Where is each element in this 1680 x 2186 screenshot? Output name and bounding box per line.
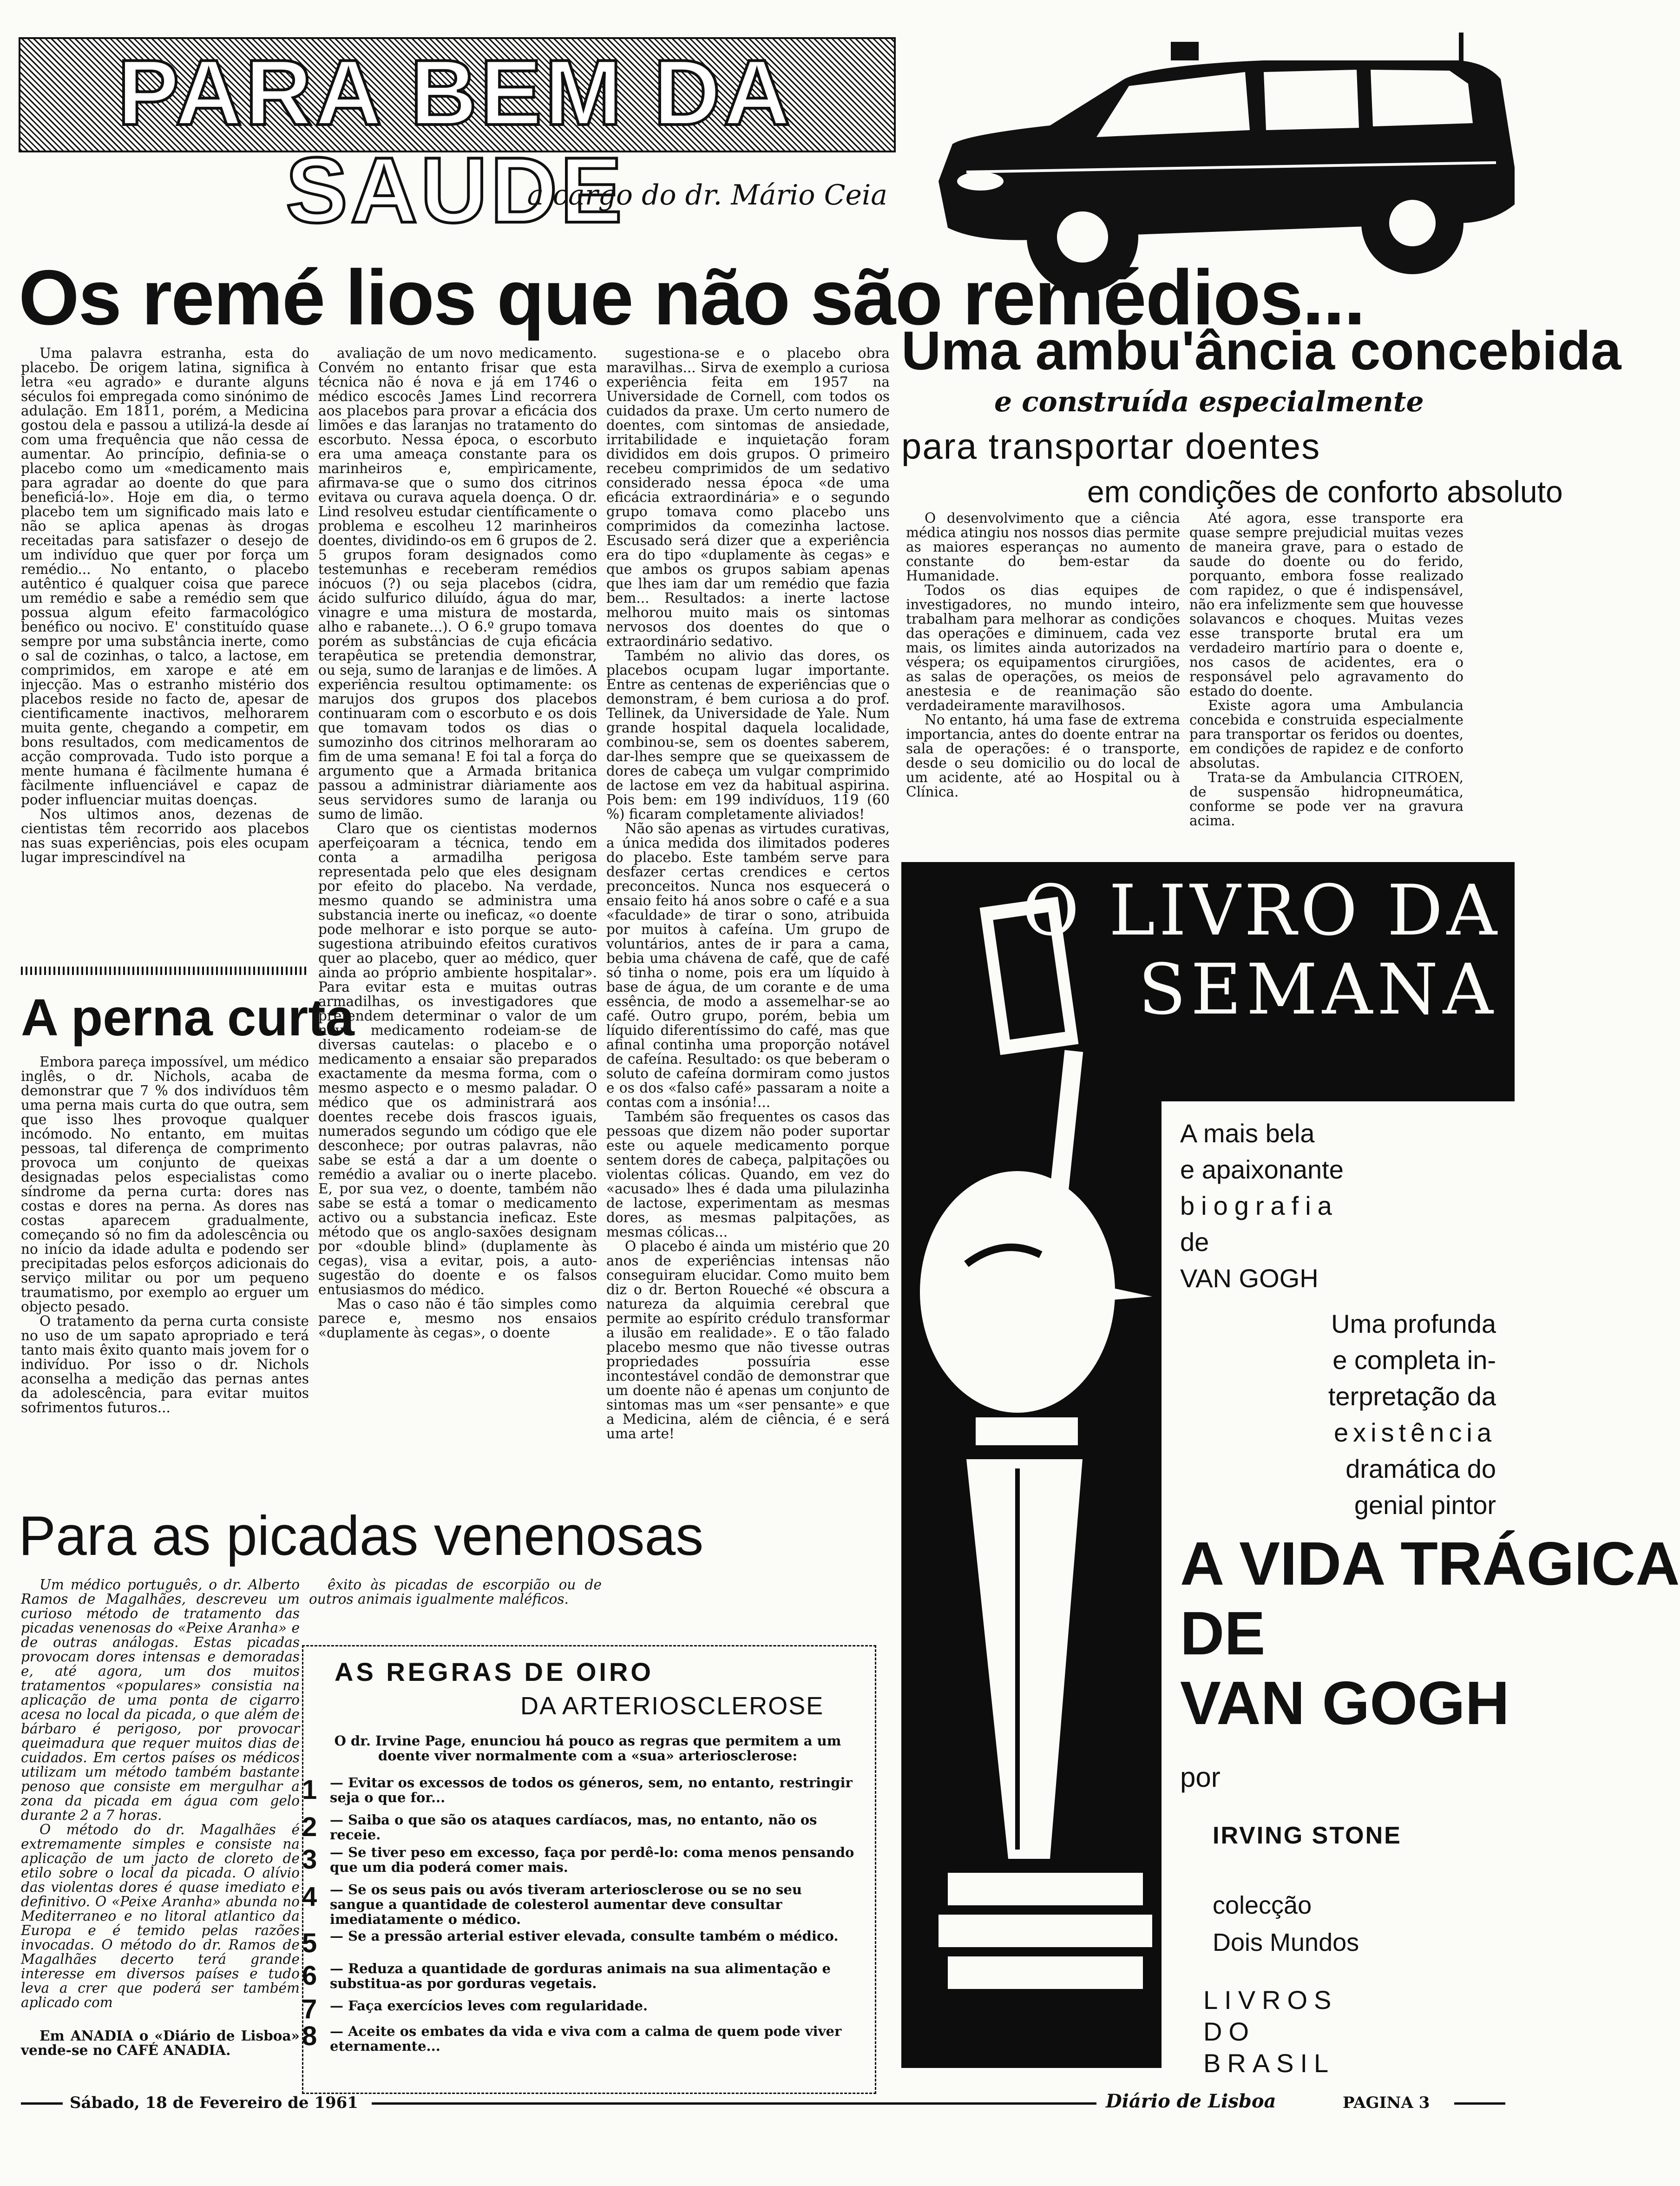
headline-perna-curta: A perna curta [21, 988, 354, 1047]
rule-number: 1 [302, 1775, 317, 1805]
rule-number: 6 [302, 1961, 317, 1991]
footer-page-number: PAGINA 3 [1343, 2094, 1430, 2112]
rule-number: 3 [302, 1844, 317, 1875]
rule-text: — Se tiver peso em excesso, faça por perdê-lo: coma menos pensando que um dia poderá comer mais. [330, 1844, 854, 1875]
book-title: A VIDA TRÁGICA DE VAN GOGH [1180, 1529, 1680, 1737]
rule-number: 7 [302, 1994, 317, 2024]
ambulancia-column-2: Até agora, esse transporte era quase sempre prejudicial muitas vezes de maneira grave, para o estado de saude do doente ou do ferido, porquanto, embora fosse realizado com rapidez, o que é indispensável, não era infelizmente sem que houvesse solavancos e choques. Muitas vezes esse transporte brutal era um verdadeiro martírio para o doente e, nos casos de acidentes, era o responsável pelo agravamento do estado do doente. Existe agora uma Ambulancia concebida e construida especialmente para transportar os feridos ou doentes, em condições de rapidez e de conforto absolutas. Trata-se da Ambulancia CITROEN, de suspensão hidropneumática, conforme se pode ver na gravura acima. [1189, 510, 1463, 829]
perna-curta-body: Embora pareça impossível, um médico inglês, o dr. Nichols, acaba de demonstrar que 7 % dos indivíduos têm uma perna mais curta do que outra, sem que isso lhes provoque qualquer incómodo. No entanto, em muitas pessoas, tal diferença de comprimento provoca um conjunto de queixas designadas pelos especialistas como síndrome da perna curta: dores nas costas e dores na perna. As dores nas costas aparecem gradualmente, começando só no fim da adolescência ou no início da idade adulta e podendo ser precipitadas pelos esforços adicionais do serviço militar ou por um pequeno traumatismo, por exemplo ao erguer um objecto pesado. O tratamento da perna curta consiste no uso de um sapato apropriado e terá tanto mais êxito quanto mais jovem for o indivíduo. Por isso o dr. Nichols aconselha a medição das pernas antes da adolescência, para evitar muitos sofrimentos futuros... [21, 1054, 309, 1416]
ad-title-line-1: O LIVRO DA [1022, 870, 1501, 951]
subheadline-construida: e construída especialmente [994, 386, 1424, 418]
rule-number: 4 [302, 1882, 317, 1912]
rule-text: — Evitar os excessos de todos os géneros, sem, no entanto, restringir seja o que for... [330, 1775, 853, 1805]
publisher: LIVROS DO BRASIL [1203, 1985, 1338, 2078]
picadas-column-2: êxito às picadas de escorpião ou de outros animais igualmente maléficos. [309, 1577, 602, 1607]
footer-rule-right [1454, 2102, 1505, 2105]
remedios-column-2: avaliação de um novo medicamento. Convém no entanto frisar que esta técnica não é nova e já em 1746 o médico escocês James Lind recorrera aos placebos para provar a eficácia dos limões e das laranjas no tratamento do escorbuto. Nessa época, o escorbuto era uma ameaça constante para os marinheiros e, empìricamente, afirmava-se que o sumo dos citrinos evitava ou curava aquela doença. O dr. Lind resolveu estudar científicamente o problema e escolheu 12 marinheiros doentes, dividindo-os em 6 grupos de 2. 5 grupos foram designados como testemunhas e receberam remédios inócuos (?) ou seja placebos (cidra, ácido sulfurico diluído, água do mar, vinagre e uma mistura de mostarda, alho e rabanete...). O 6.º grupo tomava porém as substâncias de cuja eficácia terapêutica se pretendia demonstrar, ou seja, sumo de laranjas e de limões. A experiência resultou optimamente: os marujos dos grupos dos placebos continuaram com o escorbuto e os dois que tomavam todos os dias o sumozinho dos citrinos melhoraram ao fim de uma semana! E foi tal a força do argumento que a Armada britanica passou a administrar diàriamente aos seus servidores sumo de laranja ou sumo de limão. Claro que os cientistas modernos aperfeiçoaram a técnica, tendo em conta a armadilha perigosa representada pelo que eles designam por efeito do placebo. Na verdade, mesmo quando se administra uma substancia inerte ou ineficaz, «o doente pode melhorar e isto porque se auto-sugestiona atribuindo efeitos curativos quer ao placebo, quer ao médico, quer ainda ao próprio ambiente hospitalar». Para evitar esta e muitas outras armadilhas, os investigadores que pretendem determinar o valor de um novo medicamento rodeiam-se de diversas cautelas: o placebo e o medicamento a ensaiar são preparados exactamente da mesma forma, com o mesmo aspecto e o mesmo paladar. O médico que os administrará aos doentes recebe dois frascos iguais, numerados segundo um código que ele desconhece; por outras palavras, não sabe se está a dar a um doente o remédio a avaliar ou o inerte placebo. E, por sua vez, o doente, também não sabe se está a tomar o medicamento activo ou a substancia ineficaz. Este método que os anglo-saxões designam por «double blind» (duplamente às cegas), visa a evitar, pois, a auto-sugestão do doente e os falsos entusiasmos do médico. Mas o caso não é tão simples como parece e, mesmo nos ensaios «duplamente às cegas», o doente [318, 345, 597, 1341]
headline-picadas: Para as picadas venenosas [19, 1505, 704, 1567]
subheadline-conforto: em condições de conforto absoluto [1087, 474, 1563, 509]
headline-ambulancia: Uma ambu'ância concebida [901, 320, 1621, 382]
ad-por: por [1180, 1762, 1221, 1793]
separator [21, 967, 309, 975]
ad-title-line-2: SEMANA [1138, 949, 1498, 1030]
regras-subtitle: DA ARTERIOSCLEROSE [520, 1692, 824, 1720]
masthead-title: PARA BEM DA SAUDE [117, 41, 794, 242]
footer-rule-mid [372, 2102, 1096, 2105]
regras-intro: O dr. Irvine Page, enunciou há pouco as regras que permitem a um doente viver normalmente com a «sua» arteriosclerose: [334, 1733, 841, 1764]
rule-text: — Saiba o que são os ataques cardíacos, mas, no entanto, não os receie. [330, 1812, 817, 1843]
rule-text: — Faça exercícios leves com regularidade. [330, 1998, 648, 2014]
subheadline-transportar: para transportar doentes [901, 426, 1321, 467]
remedios-column-3: sugestiona-se e o placebo obra maravilhas... Sirva de exemplo a curiosa experiência feita em 1957 na Universidade de Cornell, com todos os cuidados da praxe. Um certo numero de doentes, com sintomas de ansiedade, irritabilidade e inquietação foram divididos em dois grupos. O primeiro recebeu comprimidos de um sedativo considerado nessa época «de uma eficácia extraordinária» e o segundo grupo tomava como placebo uns comprimidos da comezinha lactose. Escusado será dizer que a experiência era do tipo «duplamente às cegas» e que ambos os grupos sabiam apenas que lhes iam dar um remédio que fazia bem... Resultados: a inerte lactose melhorou muito mais os sintomas nervosos dos doentes do que o extraordinário sedativo. Também no alivio das dores, os placebos ocupam lugar importante. Entre as centenas de experiências que o demonstram, é bem curiosa a do prof. Tellinek, da Universidade de Yale. Num grande hospital daquela localidade, combinou-se, sem os doentes saberem, dar-lhes sempre que se queixassem de dores de cabeça um vulgar comprimido de lactose em vez da habitual aspirina. Pois bem: em 199 indivíduos, 119 (60 %) ficaram completamente aliviados! Não são apenas as virtudes curativas, a única medida dos ilimitados poderes do placebo. Este também serve para desfazer certas crendices e certos preconceitos. Nunca nos esquecerá o ensaio feito há anos sobre o café e a sua «faculdade» de tirar o sono, atribuida por muitos à cafeína. Um grupo de voluntários, antes de ir para a cama, bebia uma chávena de café, que de café só tinha o nome, pois era um líquido à base de água, de um corante e de uma essência, de modo a assemelhar-se ao café. Outro grupo, porém, bebia um líquido diferentíssimo do café, mas que afinal continha uma proporção notável de cafeína. Resultado: os que beberam o soluto de cafeína dormiram como justos e os dos «falso café» passaram a noite a contas com a insónia!... Também são frequentes os casos das pessoas que dizem não poder suportar este ou aquele medicamento porque sentem dores de cabeça, palpitações ou violentas cólicas. Quando, em vez do «acusado» lhes é dada uma pilulazinha de lactose, experimentam as mesmas dores, as mesmas palpitações, as mesmas cólicas... O placebo é ainda um mistério que 20 anos de experiências intensas não conseguiram elucidar. Como muito bem diz o dr. Berton Roueché «é obscura a natureza da alquimia cerebral que permite ao espírito crédulo transformar a ilusão em realidade». E o tão falado placebo mesmo que não tivesse outras propriedades possuíria esse incontestável condão de demonstrar que um doente não é apenas um conjunto de sintomas mas um «ser pensante» e que a Medicina, além de ciência, é e será uma arte! [606, 345, 890, 1442]
footer-date: Sábado, 18 de Fevereiro de 1961 [70, 2094, 358, 2112]
man-holding-book-illustration [911, 883, 1171, 2026]
rule-text: — Se os seus pais ou avós tiveram arteriosclerose ou se no seu sangue a quantidade de colesterol aumentar deve consultar imediatamente o médico. [330, 1882, 802, 1927]
ad-tagline-2: Uma profunda e completa in- terpretação da existência dramática do genial pintor [1328, 1309, 1496, 1520]
anadia-notice: Em ANADIA o «Diário de Lisboa» vende-se no CAFÉ ANADIA. [21, 2028, 300, 2058]
rule-number: 2 [302, 1812, 317, 1842]
rule-text: — Aceite os embates da vida e viva com a calma de quem pode viver eternamente... [330, 2023, 842, 2054]
book-collection: colecção Dois Mundos [1213, 1891, 1359, 1956]
ad-tagline-1: A mais bela e apaixonante biografia de VAN GOGH [1180, 1119, 1344, 1293]
headline-remedios: Os remé lios que não são remédios... [19, 254, 1365, 341]
footer-rule-left [21, 2102, 63, 2105]
footer-paper-name: Diário de Lisboa [1106, 2090, 1276, 2112]
ambulancia-column-1: O desenvolvimento que a ciência médica atingiu nos nossos dias permite as maiores esperanças no aumento constante do bem-estar da Humanidade. Todos os dias equipes de investigadores, no mundo inteiro, trabalham para melhorar as condições das operações e diminuem, cada vez mais, os limites ainda autorizados na véspera; os equipamentos cirurgiões, as salas de operações, os meios de anestesia e de reanimação são verdadeiramente maravilhosos. No entanto, há uma fase de extrema importancia, antes do doente entrar na sala de operações: é o transporte, desde o seu domicilio ou do local de um acidente, até ao Hospital ou à Clínica. [906, 510, 1180, 800]
picadas-column-1: Um médico português, o dr. Alberto Ramos de Magalhães, descreveu um curioso método de tratamento das picadas venenosas do «Peixe Aranha» e de outras análogas. Estas picadas provocam dores intensas e demoradas e, até agora, um dos muitos tratamentos «populares» consistia na aplicação de uma ponta de cigarro acesa no local da picada, o que além de bárbaro é perigoso, por provocar queimadura que requer muitos dias de cuidados. Em certos países os médicos utilizam um método também bastante penoso que consiste em mergulhar a zona da picada em água com gelo durante 2 a 7 horas. O método do dr. Magalhães é extremamente simples e consiste na aplicação de um jacto de cloreto de etilo sobre o local da picada. O alívio das violentas dores é quase imediato e definitivo. O «Peixe Aranha» abunda no Mediterraneo e no litoral atlantico da Europa e é temido pelas razões invocadas. O método do dr. Ramos de Magalhães decerto terá grande interesse em diversos países e tudo leva a crer que poderá ser também aplicado com [21, 1577, 300, 2010]
book-author: IRVING STONE [1213, 1822, 1402, 1849]
masthead-byline: a cargo do dr. Mário Ceia [527, 179, 887, 211]
rule-text: — Se a pressão arterial estiver elevada, consulte também o médico. [330, 1928, 839, 1944]
remedios-column-1: Uma palavra estranha, esta do placebo. De origem latina, significa à letra «eu agrado» e durante alguns séculos foi empregada como sinónimo de adulação. Em 1811, porém, a Medicina gostou dela e passou a utilizá-la desde aí com uma frequência que não cessa de aumentar. Ao princípio, definia-se o placebo como um «medicamento mais para agradar ao doente do que para beneficiá-lo». Hoje em dia, o termo placebo tem um significado mais lato e não se aplica apenas às drogas receitadas para satisfazer o desejo de um indivíduo que quer por força um remédio... No entanto, o placebo autêntico é qualquer coisa que parece um remédio e sabe a remédio sem que possua algum efeito farmacológico benéfico ou nocivo. E' constituído quase sempre por uma substância inerte, como o sal de cozinhas, o talco, a lactose, em comprimidos, em xarope e até em injecção. Mas o estranho mistério dos placebos reside no facto de, apesar de cientificamente inactivos, melhorarem muita gente, chegando a competir, em bons resultados, com medicamentos de acção comprovada. Tudo isto porque a mente humana é fàcilmente humana é fàcilmente influenciável e capaz de poder influenciar muitas doenças. Nos ultimos anos, dezenas de cientistas têm recorrido aos placebos nas suas experiências, pois eles ocupam lugar imprescindível na [21, 345, 309, 865]
rule-text: — Reduza a quantidade de gorduras animais na sua alimentação e substitua-as por gorduras vegetais. [330, 1961, 831, 1991]
rule-number: 8 [302, 2021, 317, 2051]
rule-number: 5 [302, 1928, 317, 1958]
regras-title: AS REGRAS DE OIRO [335, 1657, 654, 1686]
